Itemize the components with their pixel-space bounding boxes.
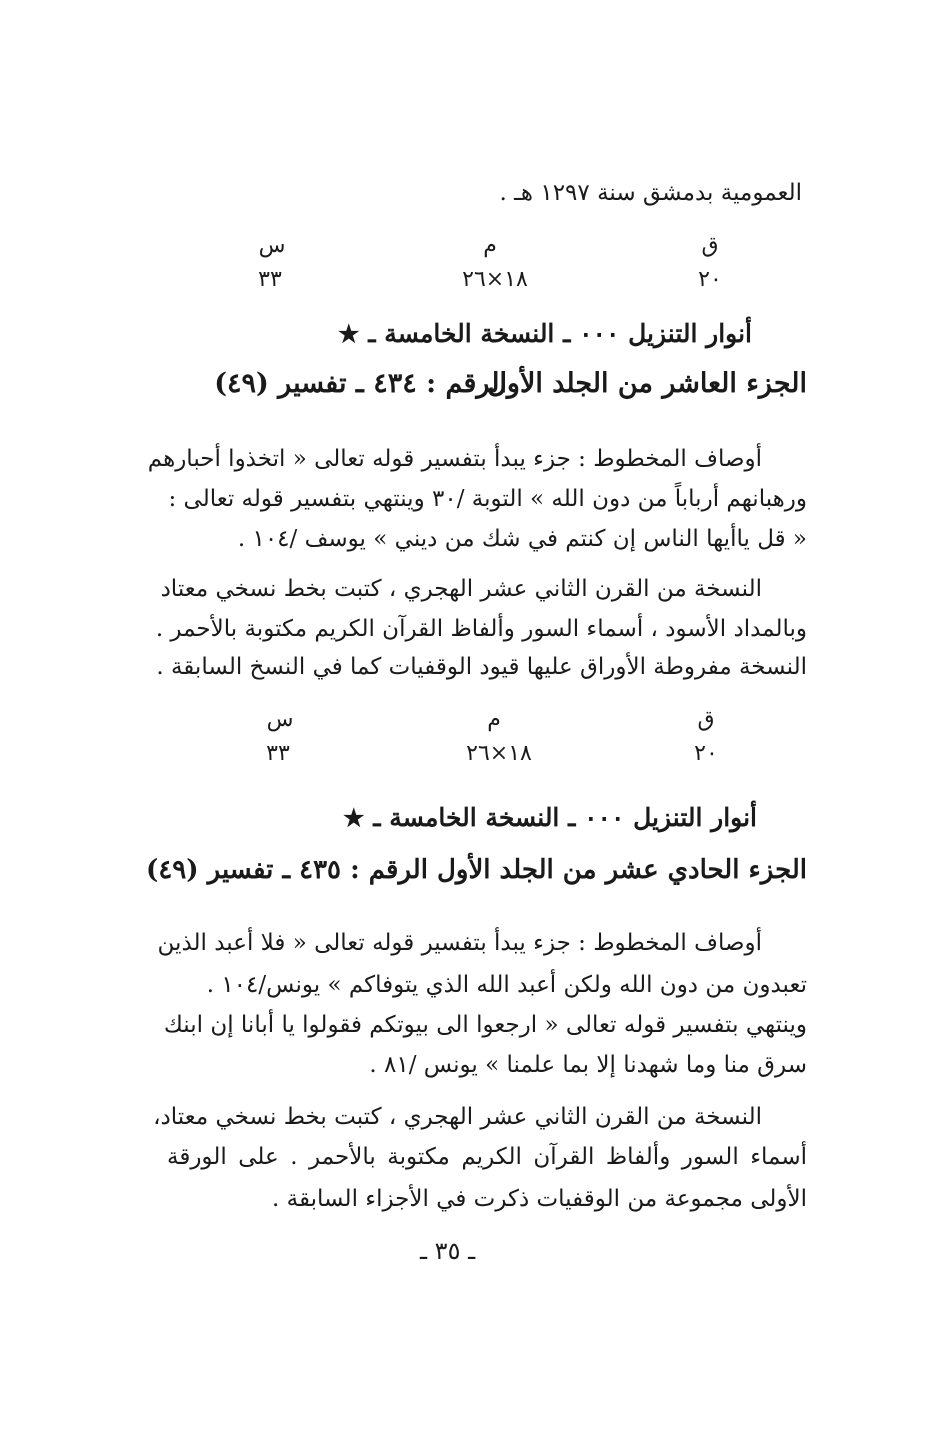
table1-header-q: ق — [701, 233, 719, 258]
section1-para1-line1: أوصاف المخطوط : جزء يبدأ بتفسير قوله تعالى « اتخذوا أحبارهم — [147, 446, 762, 472]
table2-value-s: ٣٣ — [266, 741, 290, 766]
table2-header-s: س — [266, 707, 294, 732]
section2-para1-line1: أوصاف المخطوط : جزء يبدأ بتفسير قوله تعالى « فلا أعبد الذين — [157, 930, 762, 956]
table2-value-m: ١٨×٢٦ — [466, 741, 532, 766]
star-icon: ★ — [343, 803, 365, 832]
section2-para1-line4: سرق منا وما شهدنا إلا بما علمنا » يونس /٨١ . — [369, 1052, 807, 1078]
table2-header-m: م — [487, 707, 501, 732]
table1-value-q: ٢٠ — [698, 267, 722, 292]
table1-value-s: ٣٣ — [258, 267, 282, 292]
section2-title-text: أنوار التنزيل ٠٠٠ ـ النسخة الخامسة ـ — [373, 803, 757, 832]
page-number: ـ ٣٥ ـ — [420, 1237, 476, 1265]
section2-para1-line2: تعبدون من دون الله ولكن أعبد الله الذي يتوفاكم » يونس/١٠٤ . — [206, 972, 807, 998]
section1-para2-line2: وبالمداد الأسود ، أسماء السور وألفاظ القرآن الكريم مكتوبة بالأحمر . — [155, 616, 807, 642]
table2-header-q: ق — [697, 707, 715, 732]
section2-subtitle: الجزء الحادي عشر من الجلد الأول الرقم : ٤٣٥ ـ تفسير (٤٩) — [146, 855, 807, 885]
section1-title — [338, 316, 752, 352]
section1-subtitle-left: الرقم : ٤٣٤ ـ تفسير (٤٩) — [214, 368, 507, 399]
table1-header-s: س — [258, 233, 286, 258]
section2-para2-line2: أسماء السور وألفاظ القرآن الكريم مكتوبة بالأحمر . على الورقة — [167, 1144, 807, 1170]
section1-para1-line3: « قل ياأيها الناس إن كنتم في شك من ديني » يوسف /١٠٤ . — [237, 526, 807, 552]
section2-para2-line3: الأولى مجموعة من الوقفيات ذكرت في الأجزاء السابقة . — [272, 1186, 807, 1212]
section1-para2-line3: النسخة مفروطة الأوراق عليها قيود الوقفيات كما في النسخ السابقة . — [156, 654, 807, 680]
section2-title — [343, 800, 757, 836]
section1-para1-line2: ورهبانهم أرباباً من دون الله » التوبة /٣٠ وينتهي بتفسير قوله تعالى : — [168, 486, 807, 512]
table1-header-m: م — [483, 233, 497, 258]
table2-value-q: ٢٠ — [694, 741, 718, 766]
section1-para2-line1: النسخة من القرن الثاني عشر الهجري ، كتبت بخط نسخي معتاد — [160, 576, 762, 602]
continuation-line: العمومية بدمشق سنة ١٢٩٧ هـ . — [499, 180, 802, 206]
section2-para1-line3: وينتهي بتفسير قوله تعالى « ارجعوا الى بيوتكم فقولوا يا أبانا إن ابنك — [163, 1012, 807, 1038]
section2-para2-line1: النسخة من القرن الثاني عشر الهجري ، كتبت بخط نسخي معتاد، — [153, 1104, 762, 1130]
table1-value-m: ١٨×٢٦ — [462, 267, 528, 292]
section1-subtitle-right: الجزء العاشر من الجلد الأول — [487, 368, 807, 399]
star-icon: ★ — [338, 319, 360, 348]
section1-title-text: أنوار التنزيل ٠٠٠ ـ النسخة الخامسة ـ — [368, 319, 752, 348]
